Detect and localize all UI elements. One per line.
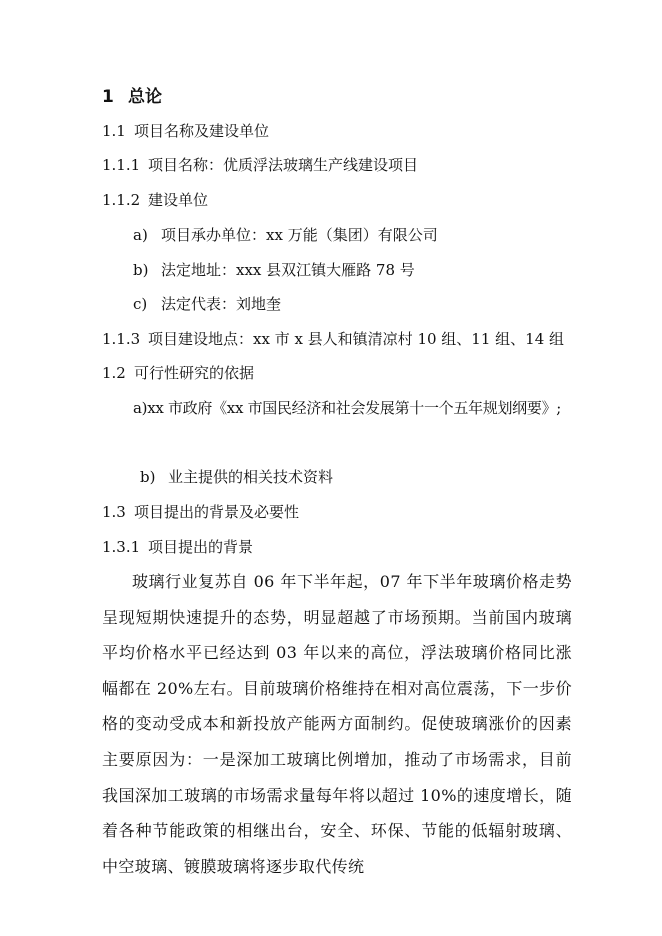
- subsection-text: 项目名称：优质浮法玻璃生产线建设项目: [148, 156, 419, 174]
- subsection-number: 1.1.2: [102, 191, 141, 209]
- section-number: 1.1: [102, 122, 126, 140]
- list-item-text: 业主提供的相关技术资料: [168, 468, 334, 486]
- list-item-label: b): [140, 468, 156, 486]
- background-paragraph: 玻璃行业复苏自 06 年下半年起，07 年下半年玻璃价格走势呈现短期快速提升的态势，明显超越了市场预期。当前国内玻璃平均价格水平已经达到 03 年以来的高位，浮法玻璃价格同比涨幅都在 20%左右。目前玻璃价格维持在相对高位震荡，下一步价格的变动受成本和新投放产能两方面制约。促使玻璃涨价的因素主要原因为：一是深加工玻璃比例增加，推动了市场需求，目前我国深加工玻璃的市场需求量每年将以超过 10%的速度增长，随着各种节能政策的相继出台，安全、环保、节能的低辐射玻璃、中空玻璃、镀膜玻璃将逐步取代传统: [102, 572, 572, 876]
- list-item-text: 项目承办单位：xx 万能（集团）有限公司: [161, 226, 438, 244]
- section-title: 可行性研究的依据: [134, 364, 255, 382]
- list-item: [133, 225, 438, 245]
- subsection-number: 1.1.3: [102, 330, 141, 348]
- subsection-1-1-2: [102, 190, 208, 210]
- section-title: 项目提出的背景及必要性: [134, 503, 300, 521]
- basis-item-b: [140, 467, 333, 487]
- basis-item-a: a)xx 市政府《xx 市国民经济和社会发展第十一个五年规划纲要》;: [133, 399, 562, 417]
- list-item-label: a): [133, 226, 148, 244]
- chapter-title: 总论: [128, 87, 162, 107]
- section-title: 项目名称及建设单位: [134, 122, 270, 140]
- list-item-label: c): [133, 295, 148, 313]
- subsection-title: 项目提出的背景: [148, 538, 254, 556]
- subsection-1-1-1: [102, 155, 418, 175]
- list-item: [133, 294, 281, 314]
- chapter-number: 1: [102, 87, 114, 107]
- list-item-text: 法定代表：刘地奎: [161, 295, 282, 313]
- list-item: [133, 260, 415, 280]
- section-heading-1-1: [102, 121, 269, 141]
- chapter-heading: [102, 87, 162, 107]
- list-item-label: b): [133, 261, 149, 279]
- subsection-title: 建设单位: [148, 191, 209, 209]
- section-number: 1.2: [102, 364, 126, 382]
- subsection-1-1-3: [102, 329, 564, 349]
- subsection-text: 项目建设地点：xx 市 x 县人和镇清凉村 10 组、11 组、14 组: [148, 330, 565, 348]
- subsection-number: 1.1.1: [102, 156, 141, 174]
- section-number: 1.3: [102, 503, 126, 521]
- subsection-1-3-1: [102, 537, 253, 557]
- section-heading-1-3: [102, 502, 299, 522]
- subsection-number: 1.3.1: [102, 538, 141, 556]
- list-item-text: 法定地址：xxx 县双江镇大雁路 78 号: [161, 261, 415, 279]
- section-heading-1-2: [102, 363, 254, 383]
